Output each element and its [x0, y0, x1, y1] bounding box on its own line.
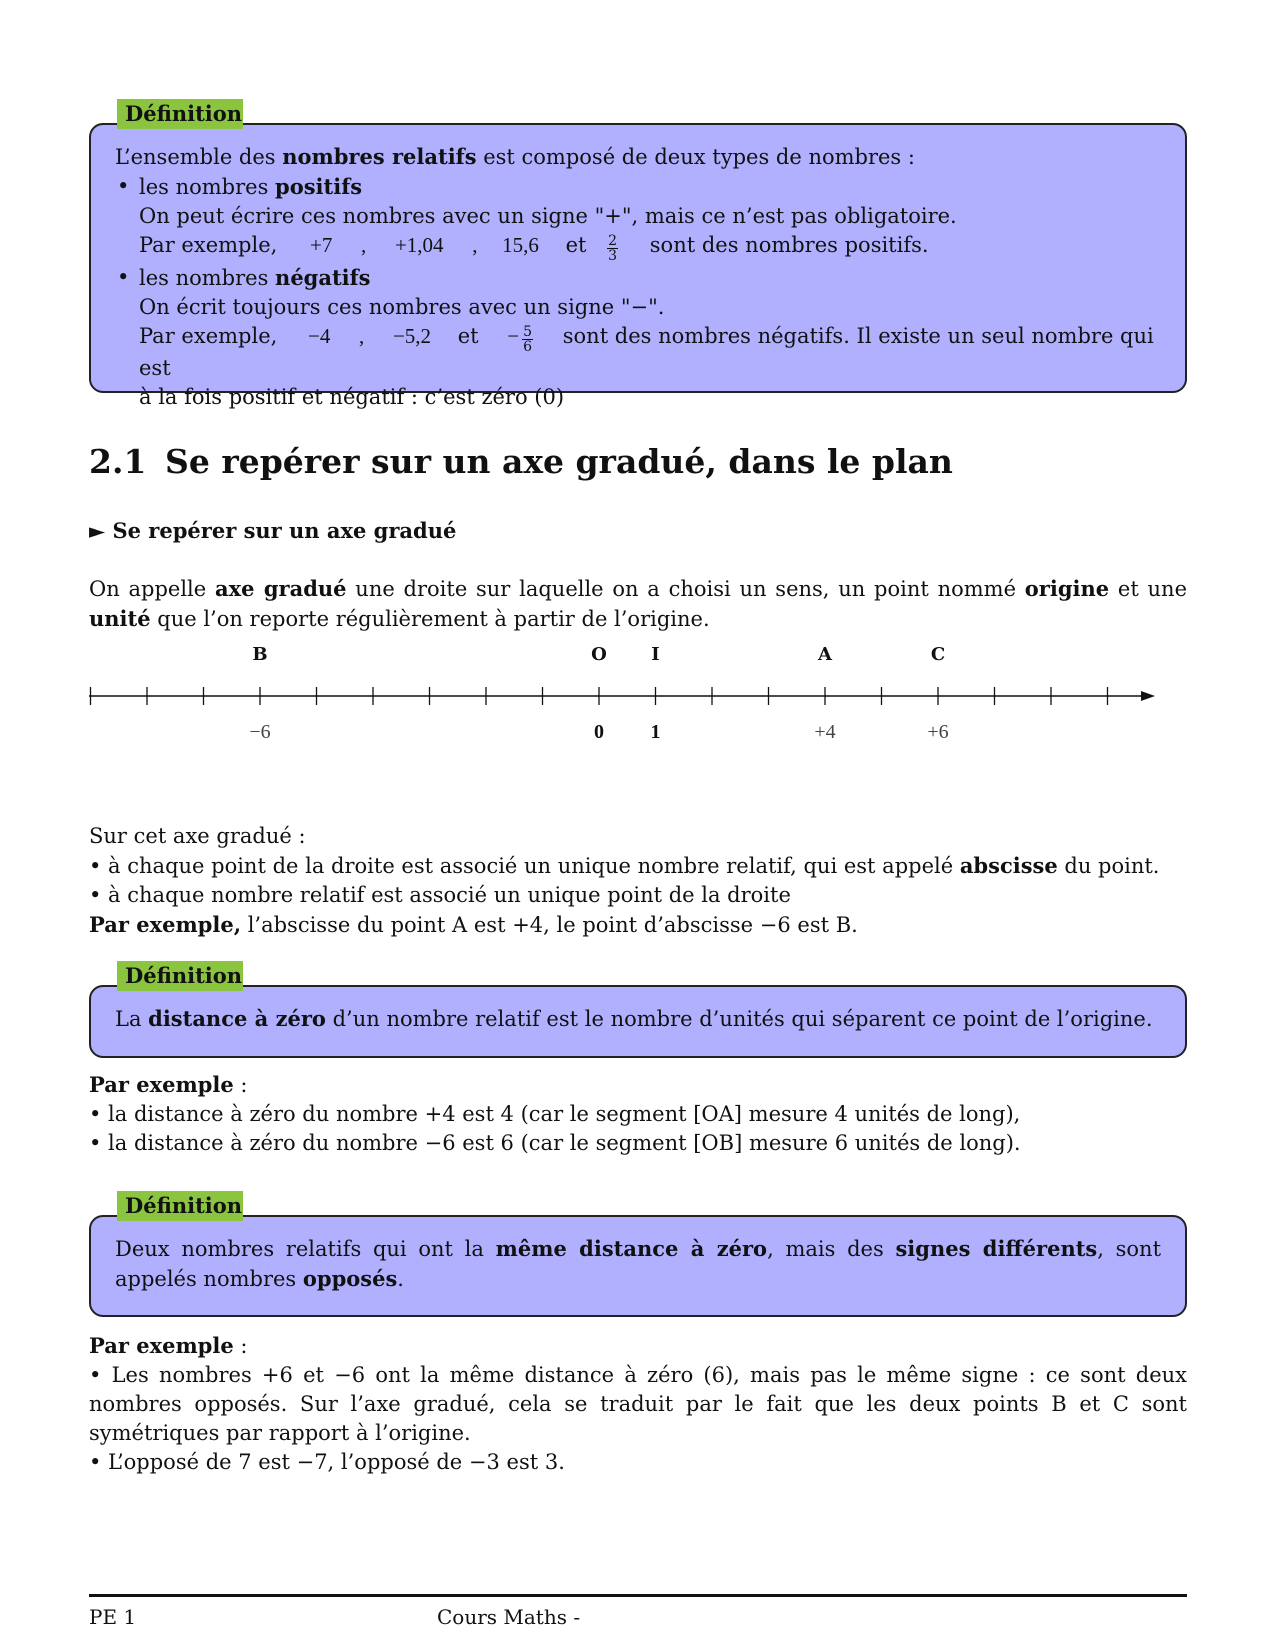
example-opposes — [89, 1331, 1187, 1477]
point-name-o: O — [591, 644, 607, 665]
point-name-a: A — [818, 644, 832, 665]
section-heading: 2.1 Se repérer sur un axe gradué, dans le plan — [89, 442, 953, 481]
example-line-2: • la distance à zéro du nombre −6 est 6 (car le segment [OB] mesure 6 unités de long). — [89, 1131, 1021, 1155]
axis-notes-line-4: Par exemple, l’abscisse du point A est +4, le point d’abscisse −6 est B. — [89, 912, 858, 937]
definition-content — [89, 123, 1187, 409]
point-name-i: I — [651, 644, 660, 665]
abscissa-label-c: +6 — [927, 721, 949, 740]
point-name-b: B — [252, 644, 268, 665]
def1-bullet-negatifs: • les nombres négatifs — [115, 263, 1161, 293]
definition-content: Deux nombres relatifs qui ont la même distance à zéro, mais des signes différents, sont appelés nombres opposés. — [89, 1215, 1187, 1317]
point-name-c: C — [930, 644, 946, 665]
def1-zero-line: à la fois positif et négatif : c’est zéro (0) — [139, 385, 565, 409]
axis-notes-line-3: • à chaque nombre relatif est associé un unique point de la droite — [89, 883, 791, 907]
example-line-2: • L’opposé de 7 est −7, l’opposé de −3 est 3. — [89, 1450, 565, 1474]
axis-notes-line-1: Sur cet axe gradué : — [89, 824, 306, 848]
axis-intro-paragraph: On appelle axe gradué une droite sur laquelle on a choisi un sens, un point nommé origine et une unité que l’on reporte régulièrement à partir de l’origine. — [89, 576, 1187, 631]
footer-rule — [89, 1594, 1187, 1597]
def1-intro: L’ensemble des nombres relatifs est composé de deux types de nombres : — [115, 144, 915, 169]
example-distance — [89, 1070, 1187, 1158]
abscissa-label-i: 1 — [650, 721, 661, 740]
abscissa-label-a: +4 — [814, 721, 836, 740]
example-label: Par exemple : — [89, 1072, 248, 1097]
fraction-two-thirds: $\frac{2}{3}$ — [608, 233, 618, 264]
definition-tag: Définition — [117, 1191, 243, 1221]
definition-tag: Définition — [117, 961, 243, 991]
def1-bullet-positifs: • les nombres positifs — [115, 172, 1161, 202]
axis-notes-line-2: • à chaque point de la droite est associé un unique nombre relatif, qui est appelé abscisse du point. — [89, 853, 1160, 878]
page — [89, 0, 1187, 1650]
def1-positifs-line: On peut écrire ces nombres avec un signe "+", mais ce n’est pas obligatoire. — [139, 204, 957, 228]
footer-center: Cours Maths - — [437, 1605, 581, 1629]
definition-tag: Définition — [117, 99, 243, 129]
footer-left: PE 1 — [89, 1605, 137, 1629]
example-line-1: • Les nombres +6 et −6 ont la même distance à zéro (6), mais pas le même signe : ce sont deux nombres opposés. Sur l’axe gradué, cela se traduit par le fait que les deux points B et C sont symétriques par rapport à l’origine. — [89, 1363, 1187, 1445]
graduated-axis — [89, 640, 1187, 740]
abscissa-label-b: −6 — [249, 721, 271, 740]
example-line-1: • la distance à zéro du nombre +4 est 4 (car le segment [OA] mesure 4 unités de long), — [89, 1102, 1021, 1126]
fraction-five-sixths: $\frac{5}{6}$ — [523, 324, 533, 355]
subsection-heading: ► Se repérer sur un axe gradué — [89, 518, 457, 543]
axis-notes — [89, 822, 1187, 940]
abscissa-label-o: 0 — [594, 721, 604, 740]
example-label: Par exemple : — [89, 1333, 248, 1358]
definition-content: La distance à zéro d’un nombre relatif est le nombre d’unités qui séparent ce point de l’origine. — [89, 985, 1187, 1058]
axis-arrow-icon — [1141, 691, 1155, 701]
def1-negatifs-line: On écrit toujours ces nombres avec un signe "−". — [139, 295, 665, 319]
def1-negatifs-examples: Par exemple, −4 , −5,2 et − $\frac{5}{6}$ sont des nombres négatifs. Il existe un seul nombre qui est — [139, 324, 1154, 380]
def1-positifs-examples: Par exemple, +7 , +1,04 , 15,6 et $\frac{2}{3}$ sont des nombres positifs. — [139, 233, 929, 264]
